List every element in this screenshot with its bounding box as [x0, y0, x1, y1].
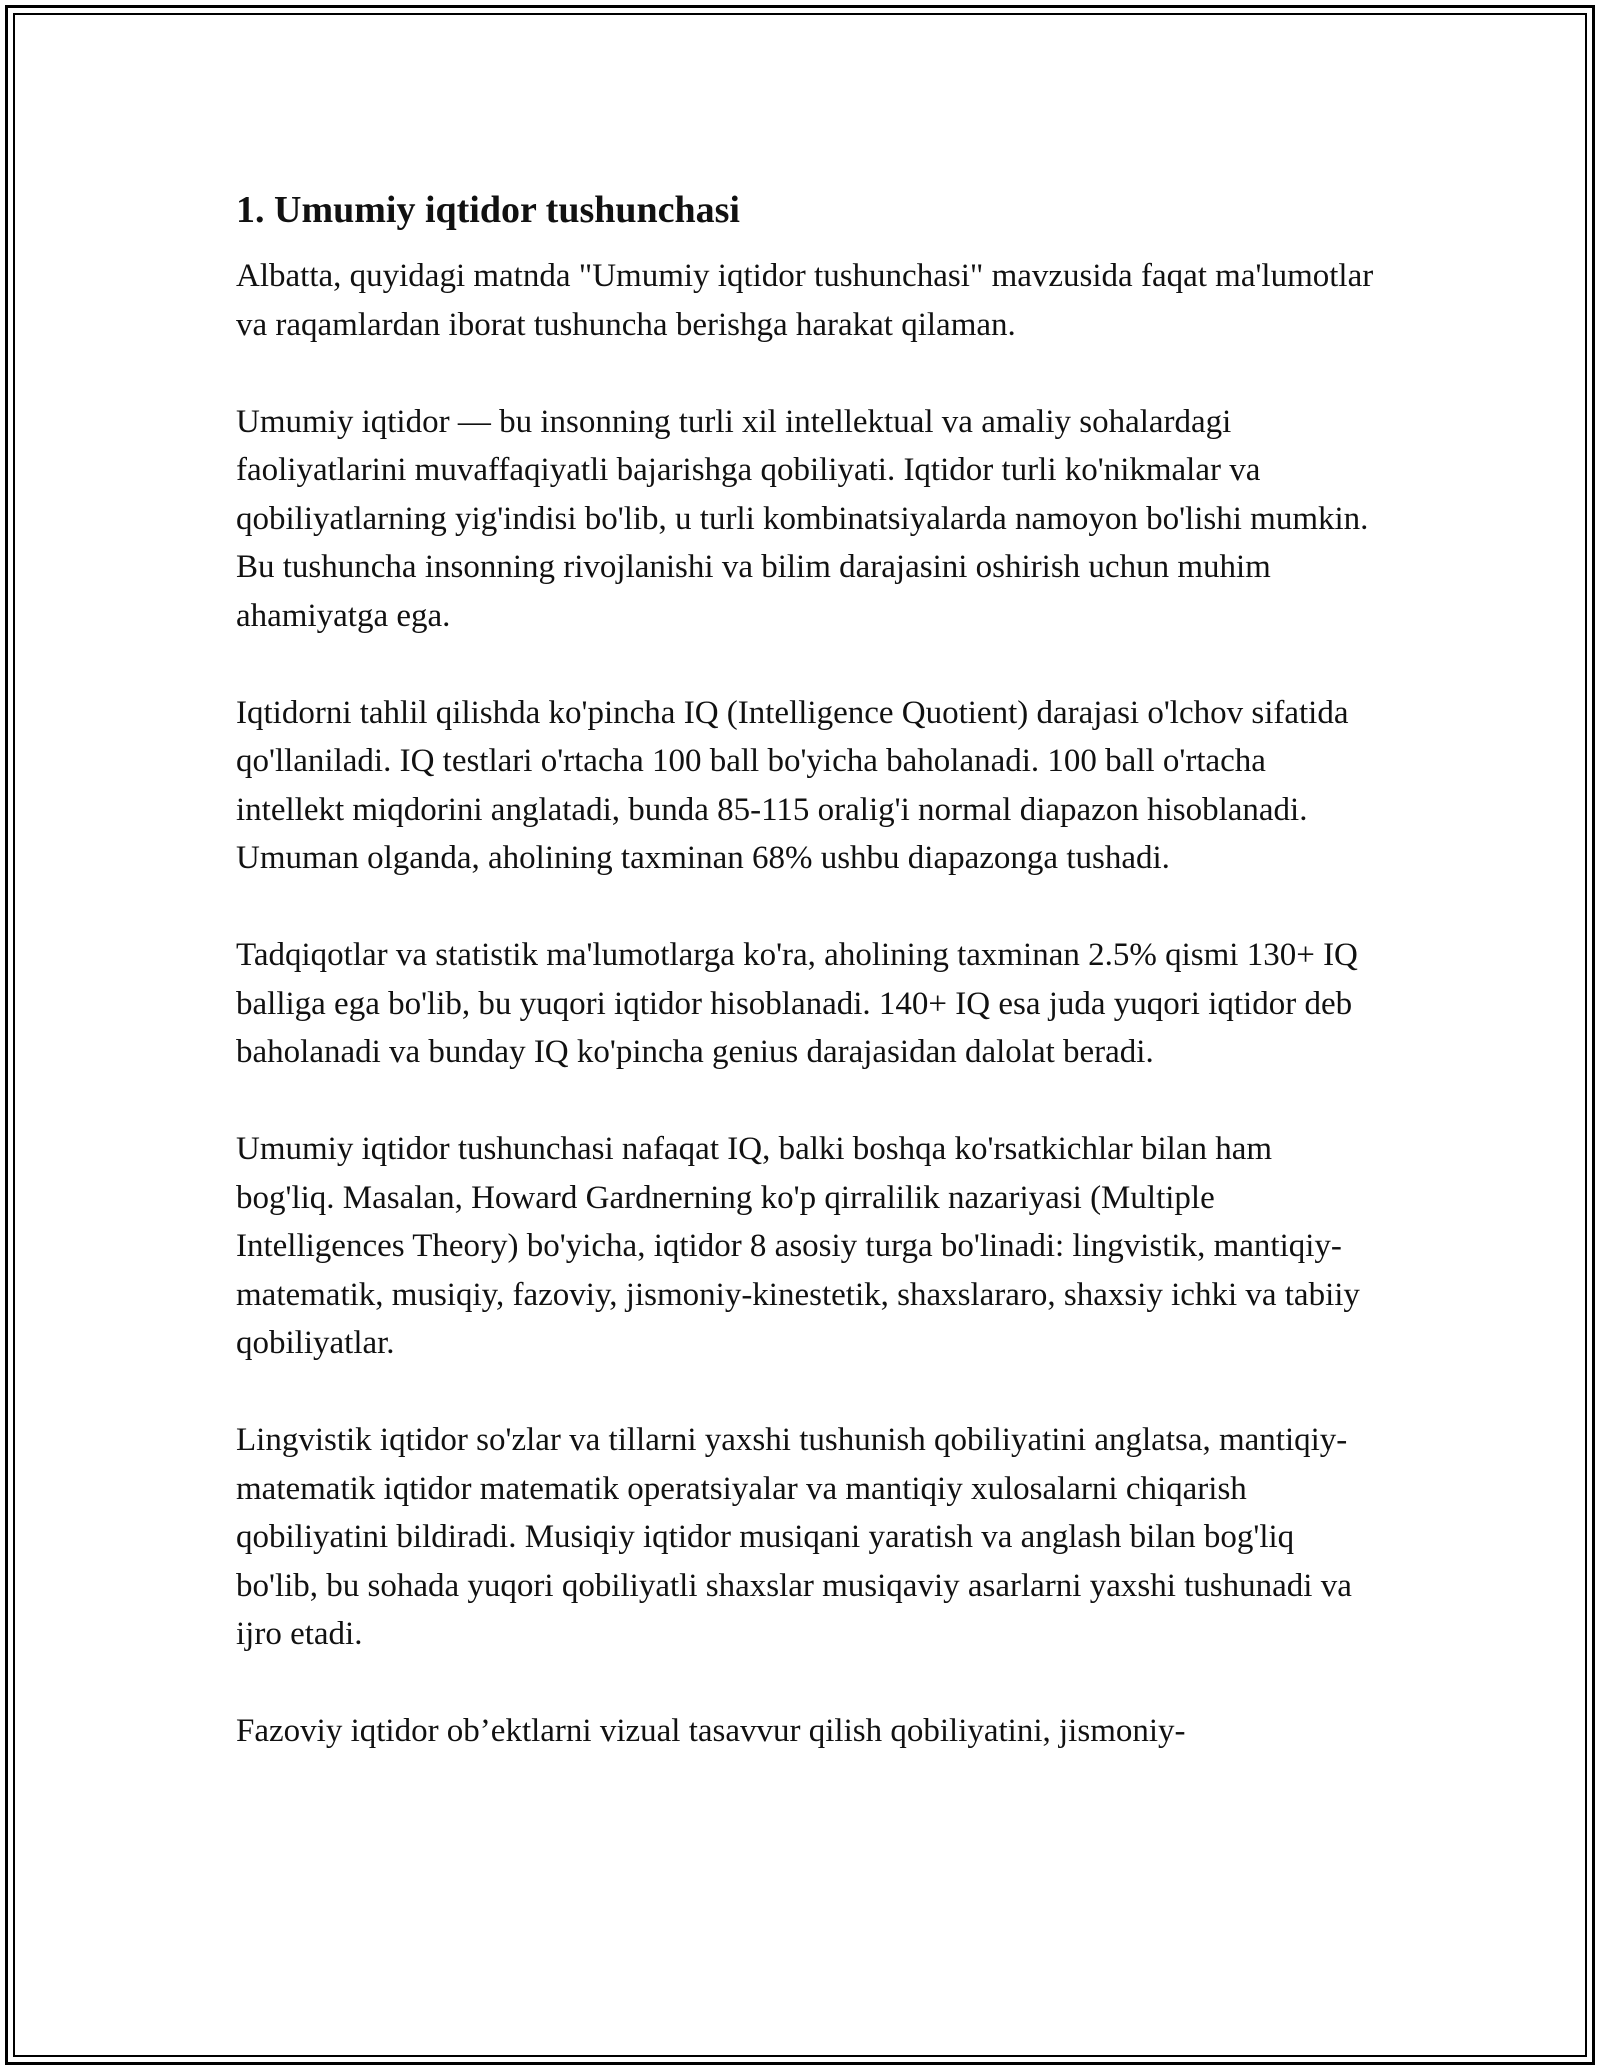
paragraph-multiple-intelligences: Umumiy iqtidor tushunchasi nafaqat IQ, balki boshqa ko'rsatkichlar bilan ham bog'liq. Masalan, Howard Gardnerning ko'p qirralilik nazariyasi (Multiple Intelligences Theory) bo'yicha, iqtidor 8 asosiy turga bo'linadi: lingvistik, mantiqiy-matematik, musiqiy, fazoviy, jismoniy-kinestetik, shaxslararo, shaxsiy ichki va tabiiy qobiliyatlar. — [236, 1131, 1360, 1361]
paragraph-spatial: Fazoviy iqtidor ob’ektlarni vizual tasavvur qilish qobiliyatini, jismoniy- — [236, 1713, 1186, 1749]
paragraph-intelligence-types: Lingvistik iqtidor so'zlar va tillarni yaxshi tushunish qobiliyatini anglatsa, mantiqiy-matematik iqtidor matematik operatsiyalar va mantiqiy xulosalarni chiqarish qobiliyatini bildiradi. Musiqiy iqtidor musiqani yaratish va anglash bilan bog'liq bo'lib, bu sohada yuqori qobiliyatli shaxslar musiqaviy asarlarni yaxshi tushunadi va ijro etadi. — [236, 1422, 1352, 1652]
paragraph-intro: Albatta, quyidagi matnda "Umumiy iqtidor tushunchasi" mavzusida faqat ma'lumotlar va raqamlardan iborat tushuncha berishga harakat qilaman. — [236, 258, 1374, 343]
section-heading: 1. Umumiy iqtidor tushunchasi — [236, 189, 740, 231]
paragraph-iq-statistics: Tadqiqotlar va statistik ma'lumotlarga ko'ra, aholining taxminan 2.5% qismi 130+ IQ balliga ega bo'lib, bu yuqori iqtidor hisoblanadi. 140+ IQ esa juda yuqori iqtidor deb baholanadi va bunday IQ ko'pincha genius darajasidan dalolat beradi. — [236, 937, 1358, 1070]
paragraph-definition: Umumiy iqtidor — bu insonning turli xil intellektual va amaliy sohalardagi faoliyatlarini muvaffaqiyatli bajarishga qobiliyati. Iqtidor turli ko'nikmalar va qobiliyatlarning yig'indisi bo'lib, u turli kombinatsiyalarda namoyon bo'lishi mumkin. Bu tushuncha insonning rivojlanishi va bilim darajasini oshirish uchun muhim ahamiyatga ega. — [236, 403, 1369, 634]
paragraph-iq-measure: Iqtidorni tahlil qilishda ko'pincha IQ (Intelligence Quotient) darajasi o'lchov sifatida qo'llaniladi. IQ testlari o'rtacha 100 ball bo'yicha baholanadi. 100 ball o'rtacha intellekt miqdorini anglatadi, bunda 85-115 oralig'i normal diapazon hisoblanadi. Umuman olganda, aholining taxminan 68% ushbu diapazonga tushadi. — [236, 694, 1349, 876]
document-body — [236, 186, 1376, 1804]
